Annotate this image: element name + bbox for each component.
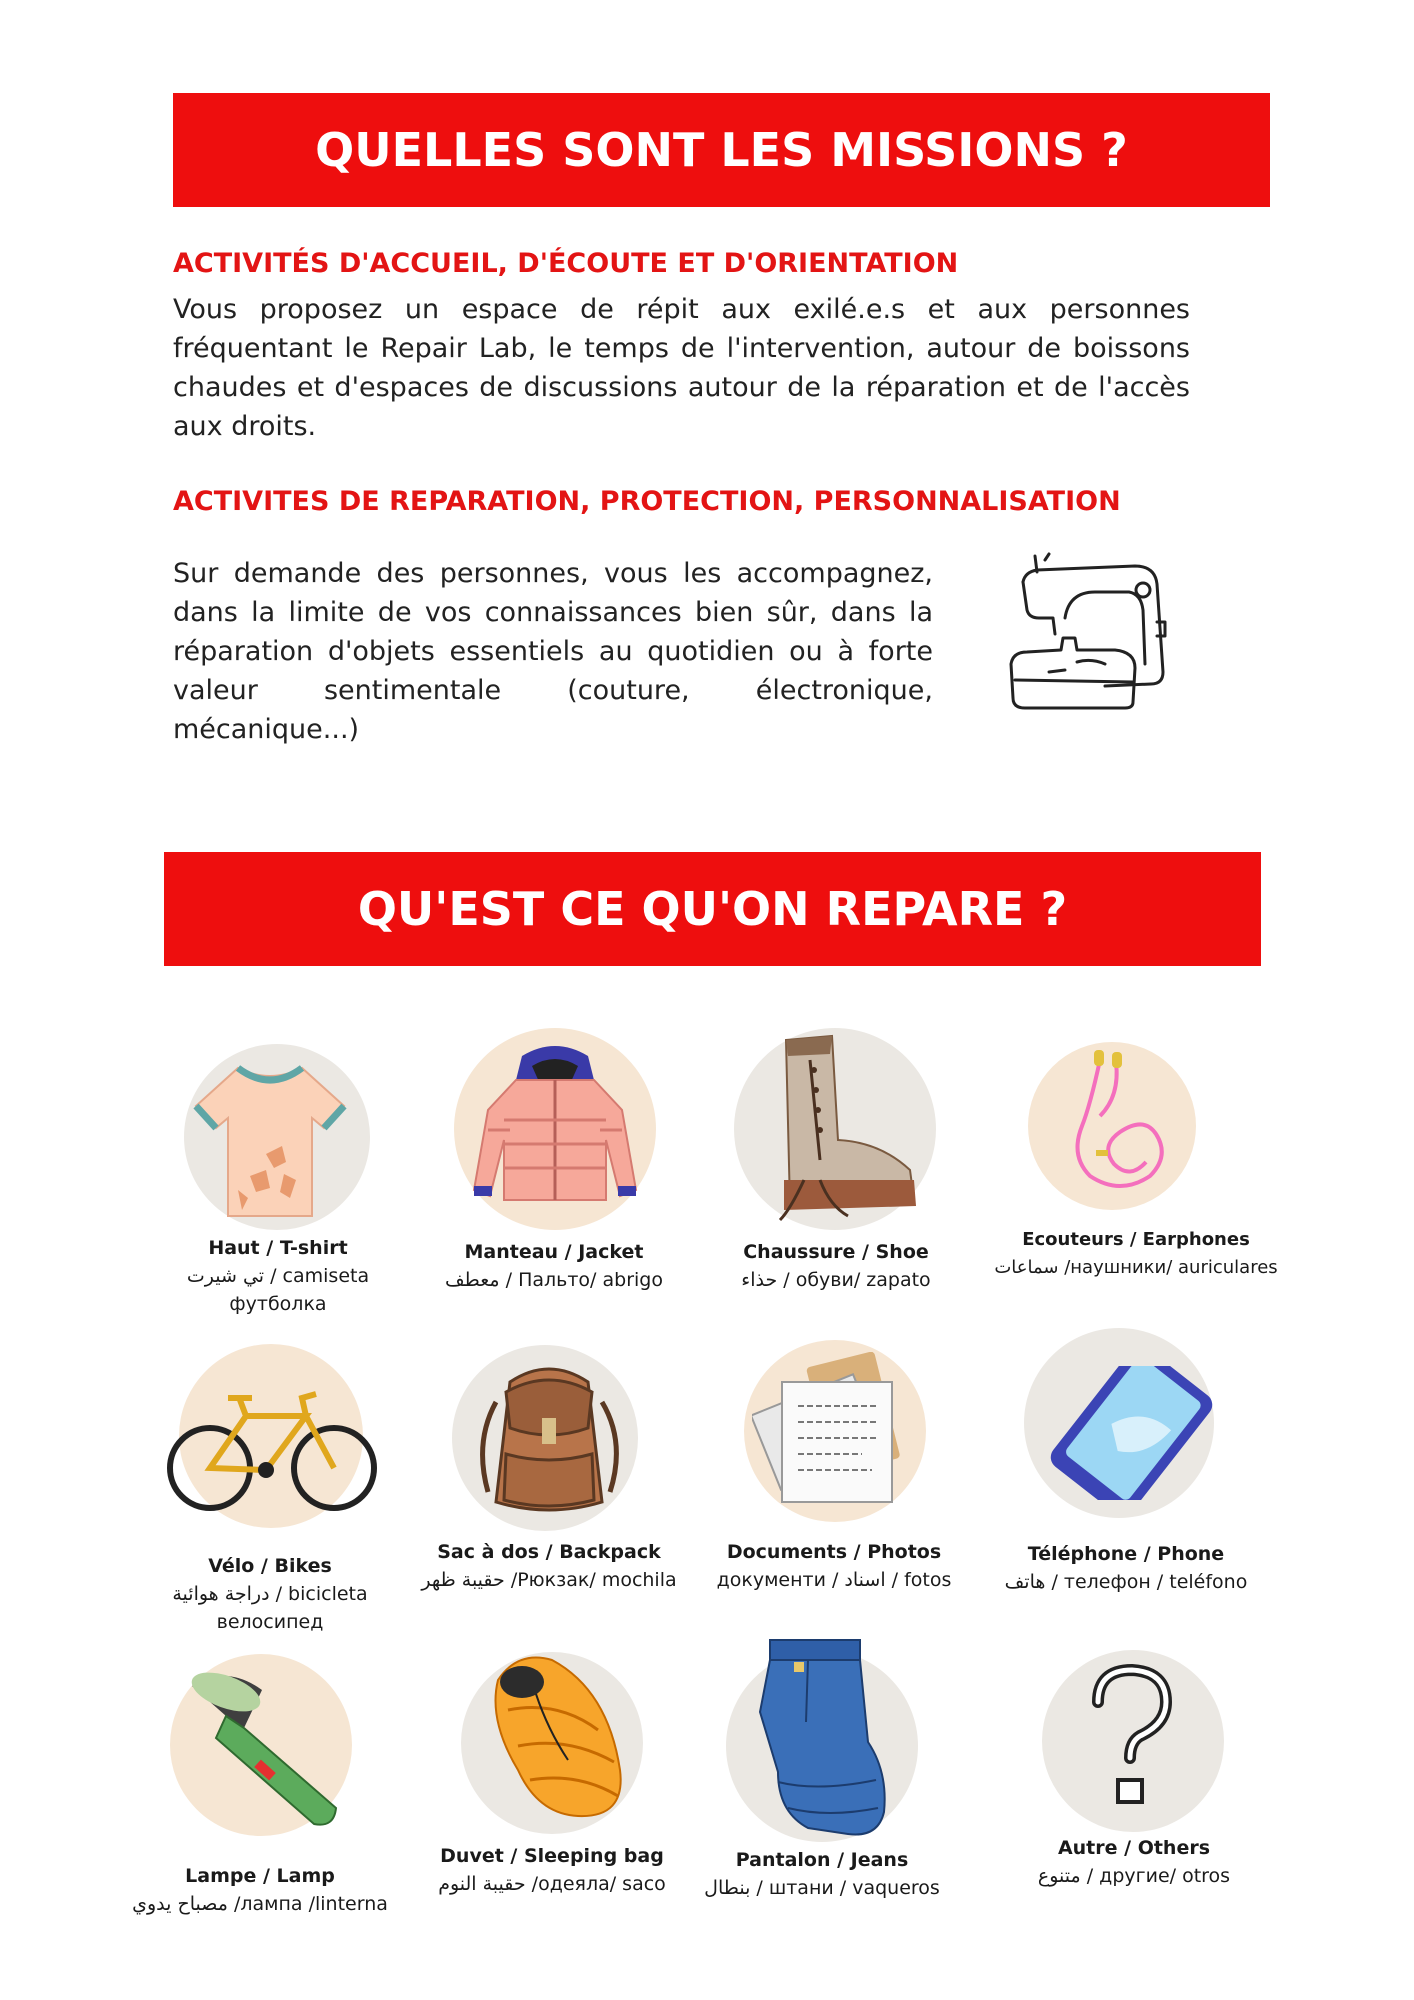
earphones-icon — [1060, 1046, 1180, 1196]
activity1-body: Vous proposez un espace de répit aux exilé.e.s et aux personnes fréquentant le Repair Lab, le temps de l'intervention, autour de boissons chaudes et d'espaces de discussions autour de la réparation et de l'accès aux droits. — [173, 294, 1190, 442]
missions-banner — [173, 93, 1270, 207]
item-label-phone: Téléphone / Phone هاتف / телефон / teléfono — [1004, 1543, 1248, 1593]
repair-title: QU'EST CE QU'ON REPARE ? — [357, 882, 1068, 936]
item-label-jacket: Manteau / Jacket معطف / Пальто/ abrigo — [445, 1241, 663, 1291]
repair-banner — [164, 852, 1261, 966]
shoe-icon — [770, 1030, 930, 1226]
backpack-icon — [470, 1362, 628, 1518]
phone-icon — [1040, 1366, 1216, 1500]
activity2-body: Sur demande des personnes, vous les accompagnez, dans la limite de vos connaissances bien sûr, dans la réparation d'objets essentiels au quotidien ou à forte valeur sentimentale (couture, électronique, mécanique...) — [173, 558, 933, 745]
jacket-icon — [470, 1040, 640, 1212]
documents-icon — [752, 1352, 920, 1516]
item-label-others: Autre / Others متنوع / другие/ otros — [1037, 1837, 1231, 1887]
sleeping-bag-icon — [478, 1650, 628, 1822]
bike-icon — [166, 1386, 378, 1520]
missions-title: QUELLES SONT LES MISSIONS ? — [315, 123, 1128, 177]
item-label-bike: Vélo / Bikes دراجة هوائية / bicicleta велосипед — [172, 1555, 368, 1633]
sewing-machine-icon — [1005, 552, 1175, 712]
item-label-earphones: Ecouteurs / Earphones سماعات /наушники/ auriculares — [994, 1229, 1278, 1278]
question-mark-icon — [1080, 1662, 1180, 1812]
item-label-tshirt: Haut / T-shirt تي شيرت / camiseta футболка — [186, 1237, 370, 1315]
item-label-shoe: Chaussure / Shoe حذاء / обуви/ zapato — [741, 1241, 931, 1291]
activity1-title: ACTIVITÉS D'ACCUEIL, D'ÉCOUTE ET D'ORIENTATION — [173, 248, 959, 279]
flashlight-icon — [186, 1668, 346, 1830]
item-label-sleeping-bag: Duvet / Sleeping bag حقيبة النوم /одеяла/ saco — [438, 1845, 666, 1895]
item-label-flashlight: Lampe / Lamp مصباح يدوي /лампа /linterna — [132, 1865, 388, 1915]
tshirt-icon — [186, 1050, 354, 1222]
item-label-documents: Documents / Photos документи / اسناد / fotos — [716, 1541, 952, 1591]
activity2-title: ACTIVITES DE REPARATION, PROTECTION, PERSONNALISATION — [173, 486, 1121, 517]
item-label-jeans: Pantalon / Jeans بنطال / штани / vaqueros — [704, 1849, 940, 1899]
item-label-backpack: Sac à dos / Backpack حقيبة ظهر /Рюкзак/ mochila — [421, 1541, 677, 1591]
jeans-icon — [748, 1632, 890, 1842]
